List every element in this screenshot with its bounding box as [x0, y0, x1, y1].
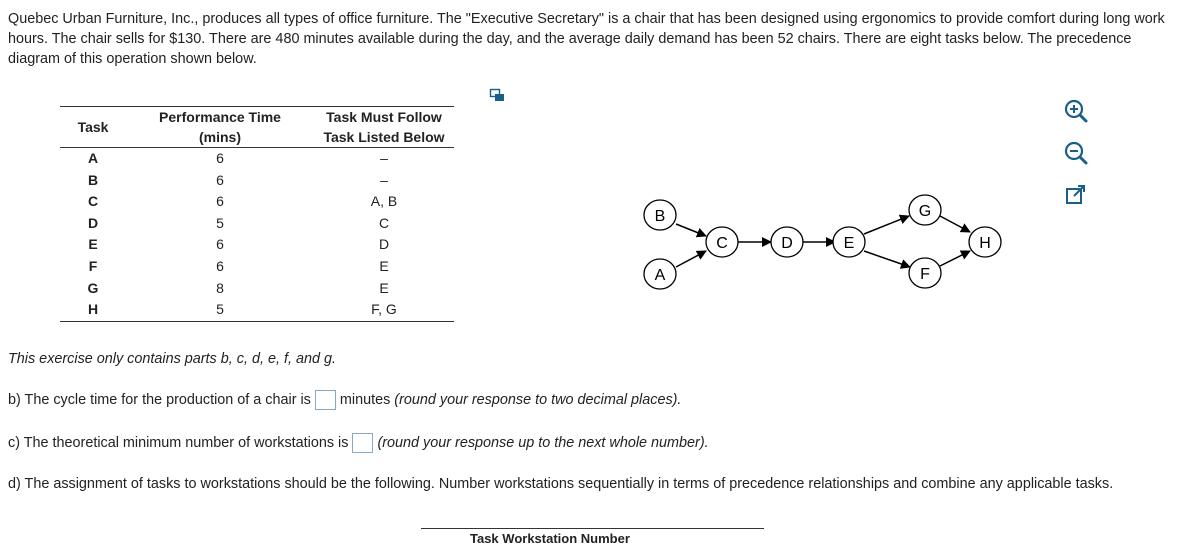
copy-icon[interactable]	[489, 88, 505, 104]
table-row	[60, 278, 454, 300]
zoom-in-icon[interactable]	[1062, 97, 1090, 125]
header-task-must-follow: Task Must Follow Task Listed Below	[314, 107, 454, 148]
time-cell: 6	[216, 150, 224, 166]
table-row	[60, 299, 454, 321]
time-cell: 6	[216, 193, 224, 210]
question-b: b) The cycle time for the production of a chair is minutes (round your response to two decimal places).	[8, 390, 681, 410]
task-cell: H	[60, 299, 126, 321]
min-workstations-input[interactable]	[352, 433, 373, 453]
follow-cell: E	[379, 257, 389, 274]
cycle-time-input[interactable]	[315, 390, 336, 410]
node-label-b: B	[654, 208, 666, 225]
table-row	[60, 256, 454, 278]
follow-cell: C	[378, 214, 390, 231]
precedence-diagram	[636, 180, 1016, 292]
time-cell: 6	[216, 171, 224, 188]
assignment-table-header: Task Workstation Number	[470, 531, 630, 546]
task-cell: B	[87, 171, 99, 188]
task-cell: A	[87, 150, 99, 166]
follow-cell: –	[380, 150, 388, 166]
follow-cell: E	[379, 279, 389, 296]
table-row	[60, 170, 454, 192]
follow-cell: –	[380, 171, 388, 188]
follow-cell: A, B	[370, 193, 398, 210]
node-label-d: D	[781, 235, 793, 252]
question-d: d) The assignment of tasks to workstations should be the following. Number workstations sequentially in terms of precedence relationships and combine any applicable tasks.	[8, 476, 1114, 492]
time-cell: 5	[216, 214, 224, 231]
table-row	[60, 234, 454, 256]
node-label-f: F	[920, 266, 930, 283]
time-cell: 6	[216, 257, 224, 274]
task-cell: C	[87, 193, 99, 210]
assignment-table-top-rule	[421, 528, 764, 529]
time-cell: 5	[126, 299, 314, 321]
question-c: c) The theoretical minimum number of workstations is (round your response up to the next whole number).	[8, 433, 709, 453]
node-label-g: G	[918, 203, 932, 220]
table-row	[60, 191, 454, 213]
task-table	[60, 106, 454, 322]
header-task: Task	[60, 107, 126, 148]
zoom-out-icon[interactable]	[1062, 139, 1090, 167]
follow-cell: F, G	[314, 299, 454, 321]
task-cell: G	[87, 279, 99, 296]
popout-icon[interactable]	[1062, 181, 1090, 209]
node-label-e: E	[843, 235, 855, 252]
exercise-note: This exercise only contains parts b, c, d, e, f, and g.	[8, 351, 336, 367]
task-cell: D	[87, 214, 99, 231]
table-row	[60, 148, 454, 170]
task-cell: E	[88, 236, 98, 253]
node-label-h: H	[979, 235, 991, 252]
task-cell: F	[88, 257, 98, 274]
header-performance-time: Performance Time (mins)	[126, 107, 314, 148]
problem-intro: Quebec Urban Furniture, Inc., produces all types of office furniture. The "Executive Secretary" is a chair that has been designed using ergonomics to provide comfort during long work hours. The chair sells for $130. There are 480 minutes available during the day, and the average daily demand has been 52 chairs. There are eight tasks below. The precedence diagram of this operation shown below.	[8, 11, 1165, 67]
time-cell: 8	[216, 279, 224, 296]
follow-cell: D	[378, 236, 390, 253]
time-cell: 6	[216, 236, 224, 253]
table-row	[60, 213, 454, 235]
node-label-a: A	[654, 267, 666, 284]
node-label-c: C	[716, 235, 728, 252]
